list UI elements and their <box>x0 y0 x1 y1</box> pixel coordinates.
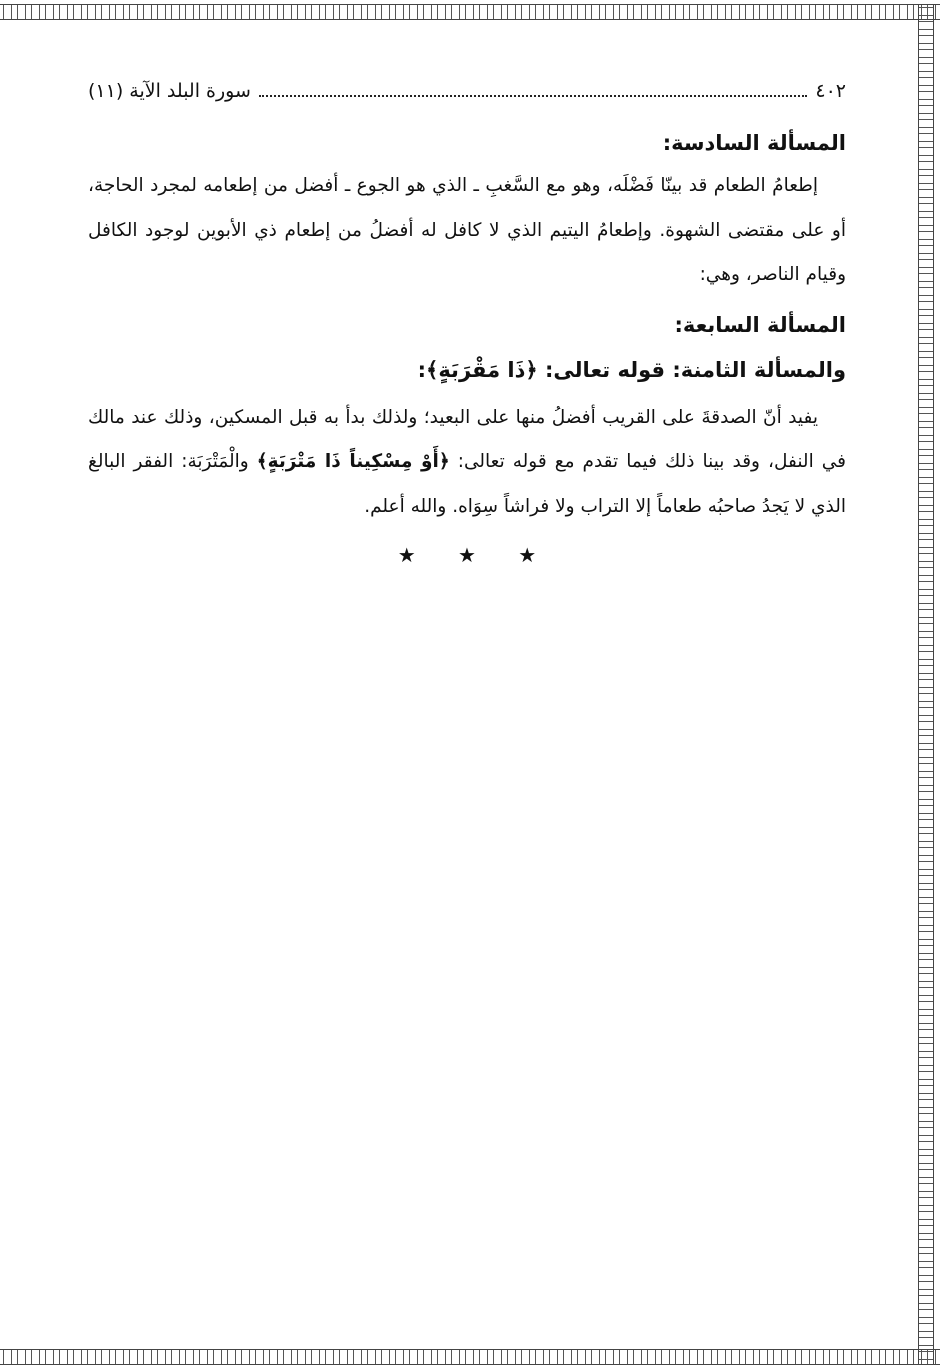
surah-title: سورة البلد الآية (١١) <box>88 80 251 102</box>
ornamental-border-bottom <box>0 1349 940 1365</box>
leader-dots <box>259 79 807 97</box>
section-6-paragraph: إطعامُ الطعام قد بينّا فَضْلَه، وهو مع السَّغبِ ـ الذي هو الجوع ـ أفضل من إطعامه لمجرد الحاجة، أو على مقتضى الشهوة. وإطعامُ اليتيم الذي لا كافل له أفضلُ من إطعام ذي الأبوين لوجود الكافل وقيام الناصر، وهي: <box>88 175 846 285</box>
section-separator-stars: ★ ★ ★ <box>397 543 555 567</box>
section-6-heading: المسألة السادسة: <box>662 131 846 155</box>
section-8-text-part1: يفيد أنّ الصدقةَ على القريب أفضلُ منها على البعيد؛ ولذلك بدأ به قبل المسكين، وذلك عند مالك في النفل، وقد بينا ذلك فيما تقدم مع قوله تعالى: <box>88 406 846 472</box>
ornamental-border-right <box>918 4 934 1364</box>
page-number: ٤٠٢ <box>815 80 846 102</box>
section-8-heading-prefix: والمسألة الثامنة: قوله تعالى: <box>537 357 846 382</box>
section-8-paragraph <box>88 396 846 530</box>
ornamental-border-top <box>0 4 940 20</box>
section-8-heading-suffix: : <box>417 357 427 382</box>
quran-quote-heading: ﴿ذَا مَقْرَبَةٍ﴾ <box>426 357 538 382</box>
section-8-heading <box>88 350 846 390</box>
section-8-text-part2: والْمَتْرَبَة: الفقر البالغ الذي لا يَجدُ صاحبُه طعاماً إلا التراب ولا فراشاً سِوَاه. والله أعلم. <box>88 451 846 517</box>
running-head <box>88 66 846 116</box>
section-7-heading: المسألة السابعة: <box>674 312 846 337</box>
page-content <box>88 66 846 567</box>
quran-quote-inline: ﴿أَوْ مِسْكِيناً ذَا مَتْرَبَةٍ﴾ <box>256 451 450 472</box>
